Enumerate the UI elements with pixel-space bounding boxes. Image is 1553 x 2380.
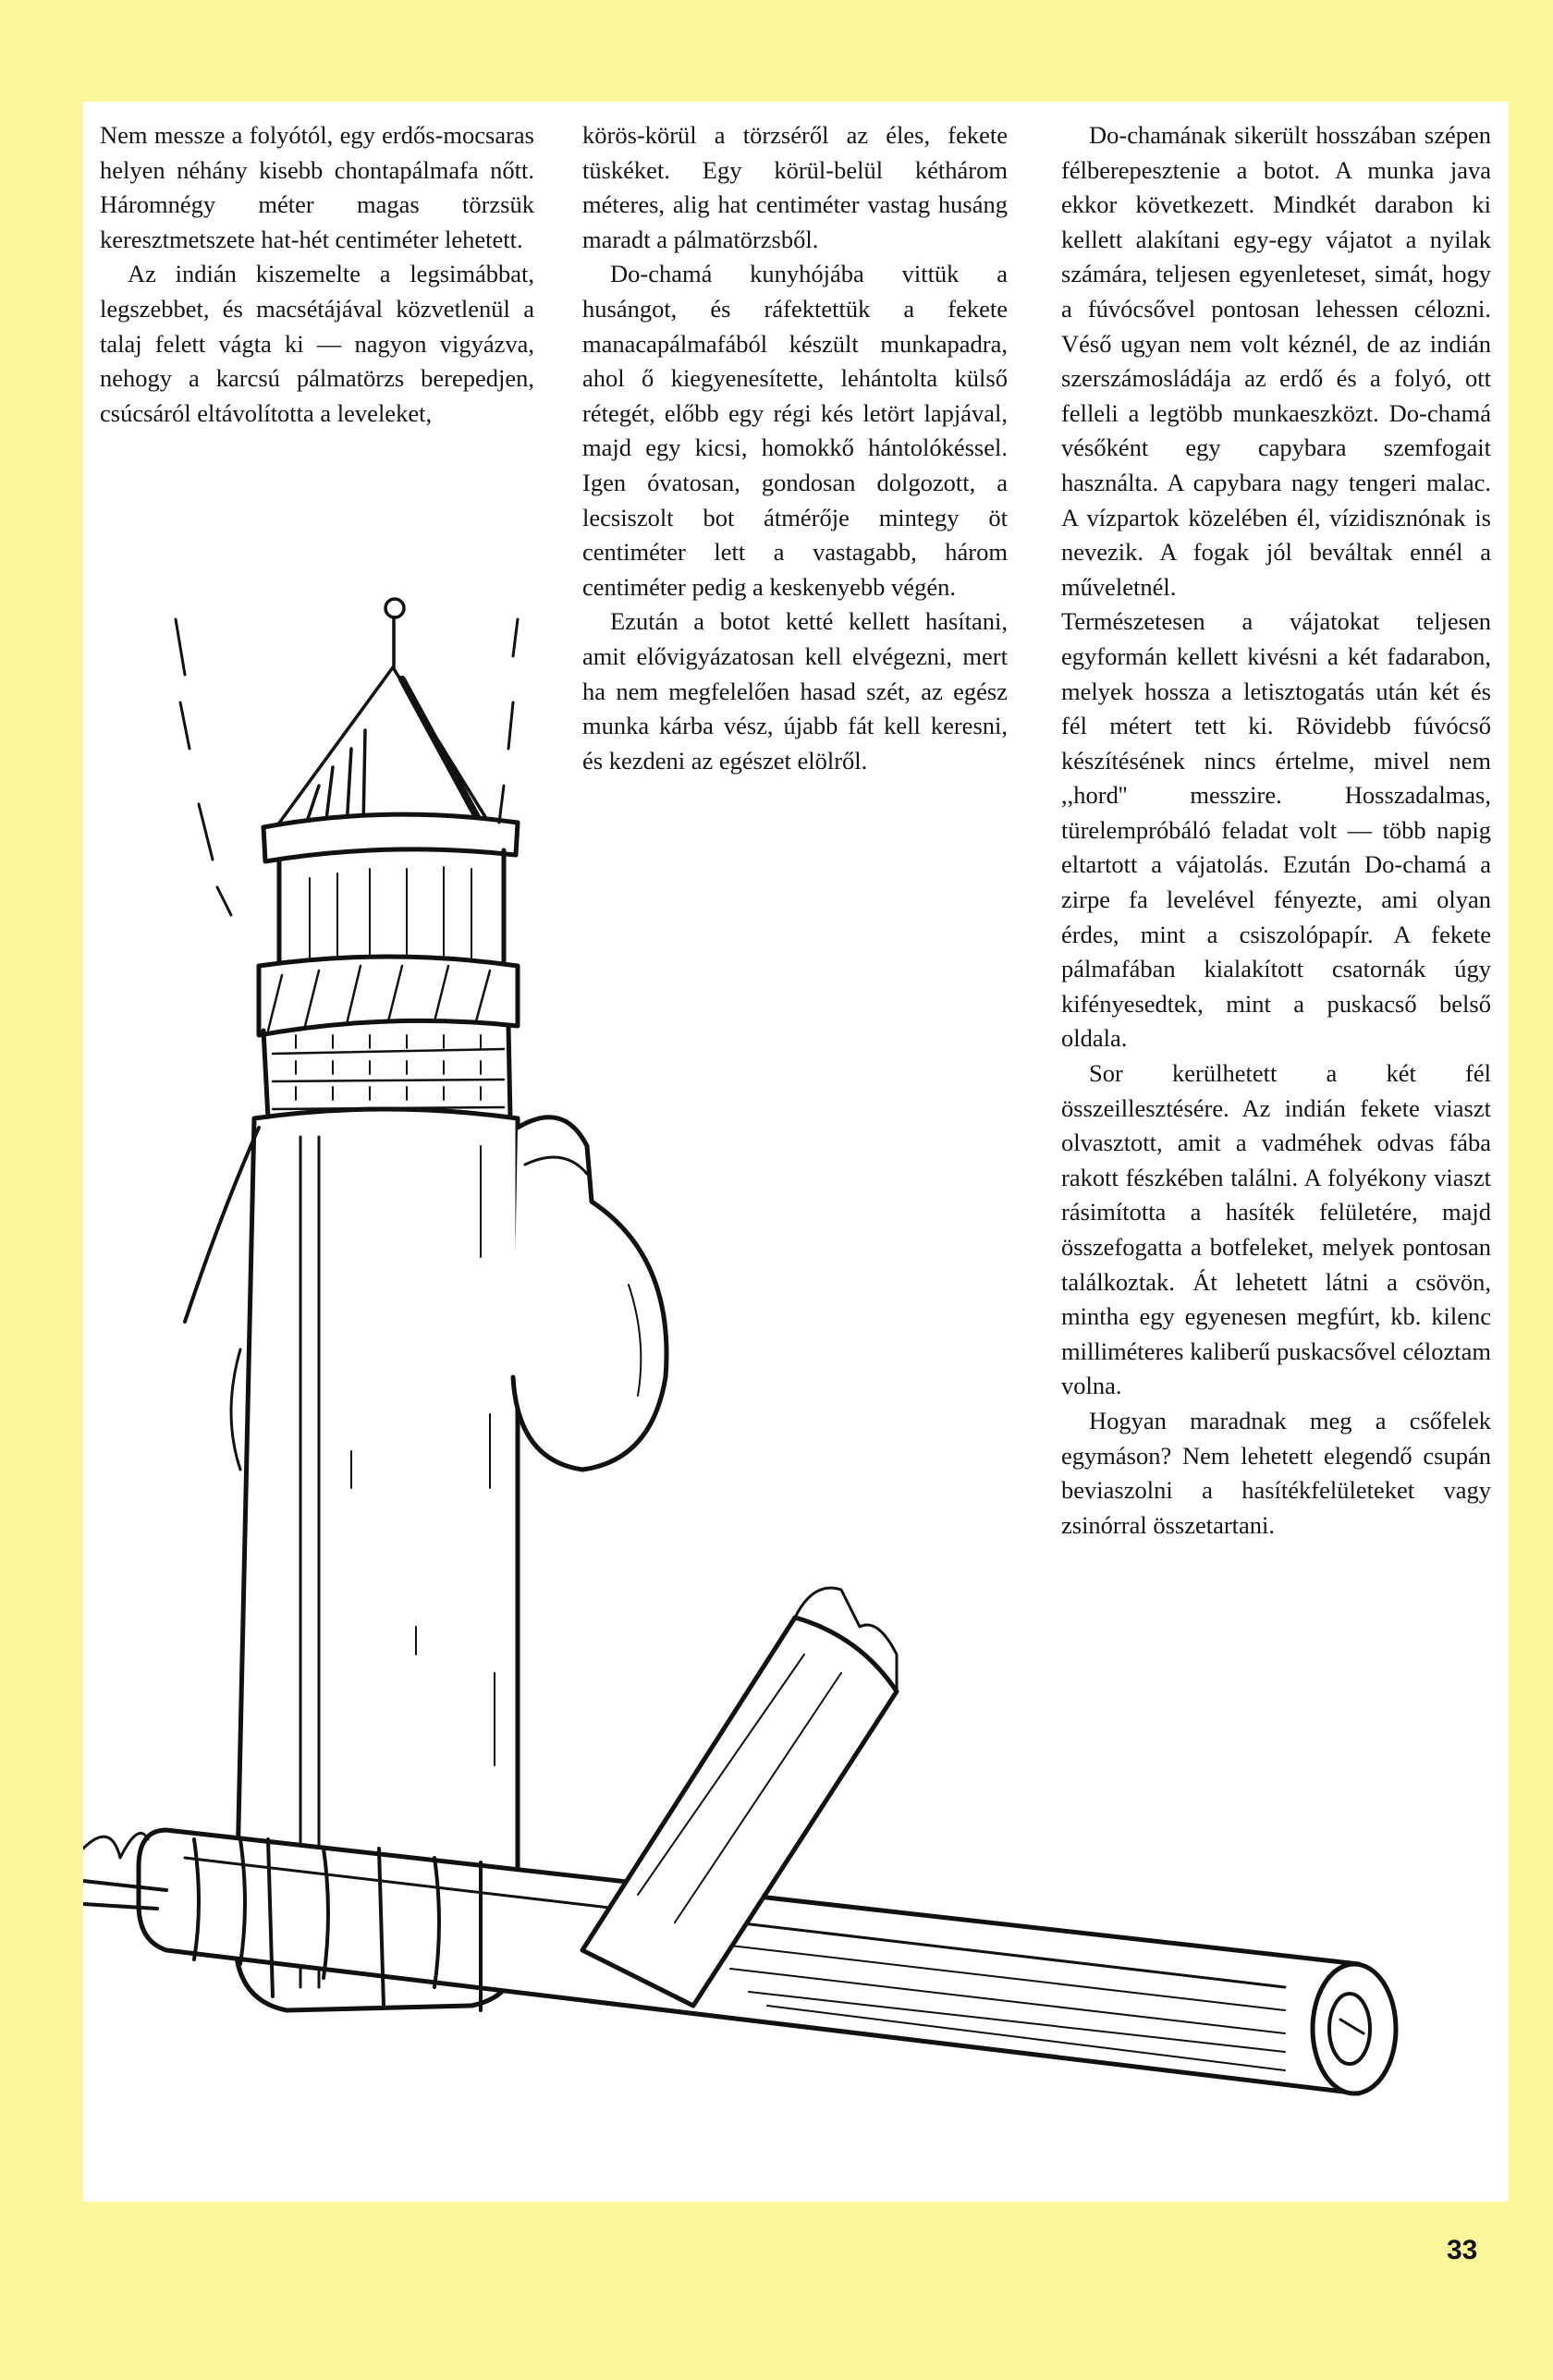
paragraph: Do-chamának sikerült hosszában szépen félberepesztenie a botot. A munka java ekkor következett. Mindkét darabon ki kellett alakítani egy-egy vájatot a nyilak számára, teljesen egyenleteset, simát, hogy a fúvócsővel pontosan lehessen célozni. Véső ugyan nem volt kéznél, de az indián szerszámosládája az erdő és a folyó, ott felleli a legtöbb munkaeszközt. Do-chamá vésőként egy capybara szemfogait használta. A capybara nagy tengeri malac. A vízpartok közelében él, vízidisznónak is nevezik. A fogak jól beváltak ennél a műveletnél. [1061,121,1491,601]
text-column-3 [1061,118,1491,1543]
quiver-band [259,957,518,1035]
paragraph: körös-körül a törzséről az éles, fekete tüskéket. Egy körül-belül kéthárom méteres, alig hat centiméter vastag husáng maradt a pálmatörzsből. [582,121,1008,253]
paragraph: Ezután a botot ketté kellett hasítani, amit elővigyázatosan kell elvégezni, mert ha nem megfelelően hasad szét, az egész munka kárba vész, újabb fát kell keresni, és kezdeni az egészet elölről. [582,607,1008,775]
quiver-gourd [513,1117,666,1470]
page-number: 33 [1447,2235,1478,2265]
paragraph: Nem messze a folyótól, egy erdős-mocsaras helyen néhány kisebb chontapálmafa nőtt. Háromnégy méter magas törzsük keresztmetszete hat-hét centiméter lehetett. [100,121,534,253]
paragraph: Sor kerülhetett a két fél összeillesztésére. Az indián fekete viaszt olvasztott, amit a vadméhek odvas fába rakott fészkében találni. A folyékony viaszt rásimította a hasíték felületére, majd összefogatta a botfeleket, melyek pontosan találkoztak. Át lehetett látni a csövön, mintha egy egyenesen megfúrt, kb. kilenc milliméteres kaliberű puskacsővel céloztam volna. [1061,1059,1491,1400]
page [83,102,1509,2202]
quiver-weave [263,1026,510,1118]
text-column-1 [100,118,534,431]
text-column-2 [582,118,1008,778]
paragraph: Hogyan maradnak meg a csőfelek egymáson? Nem lehetett elegendő csupán beviaszolni a hasítékfelületeket vagy zsinórral összetartani. [1061,1406,1491,1539]
quiver-cap-rim [263,814,518,861]
paragraph: Do-chamá kunyhójába vittük a husángot, és ráfektettük a fekete manacapálmafából készült munkapadra, ahol ő kiegyenesítette, lehántolta külső rétegét, előbb egy régi kés letört lapjával, majd egy kicsi, homokkő hántolókéssel. Igen óvatosan, gondosan dolgozott, a lecsiszolt bot átmérője mintegy öt centiméter lett a vastagabb, három centiméter pedig a keskenyebb végén. [582,260,1008,601]
paragraph: Természetesen a vájatokat teljesen egyformán kellett kivésni a két fadarabon, melyek hossza a letisztogatás után két és fél métert tett ki. Rövidebb fúvócső készítésének nincs értelme, mivel nem ,,hord'' messzire. Hosszadalmas, türelempróbáló feladat volt — több napig eltartott a vájatolás. Ezután Do-chamá a zirpe fa levelével fényezte, ami olyan érdes, mint a csiszolópapír. A fekete pálmafában kialakított csatornák úgy kifényesedtek, mint a puskacső belső oldala. [1061,607,1491,1053]
paragraph: Az indián kiszemelte a legsimábbat, legszebbet, és macsétájával közvetlenül a talaj felett vágta ki — nagyon vigyázva, nehogy a karcsú pálmatörzs berepedjen, csúcsáról eltávolította a leveleket, [100,260,534,427]
quiver-cap-cone [273,599,495,832]
